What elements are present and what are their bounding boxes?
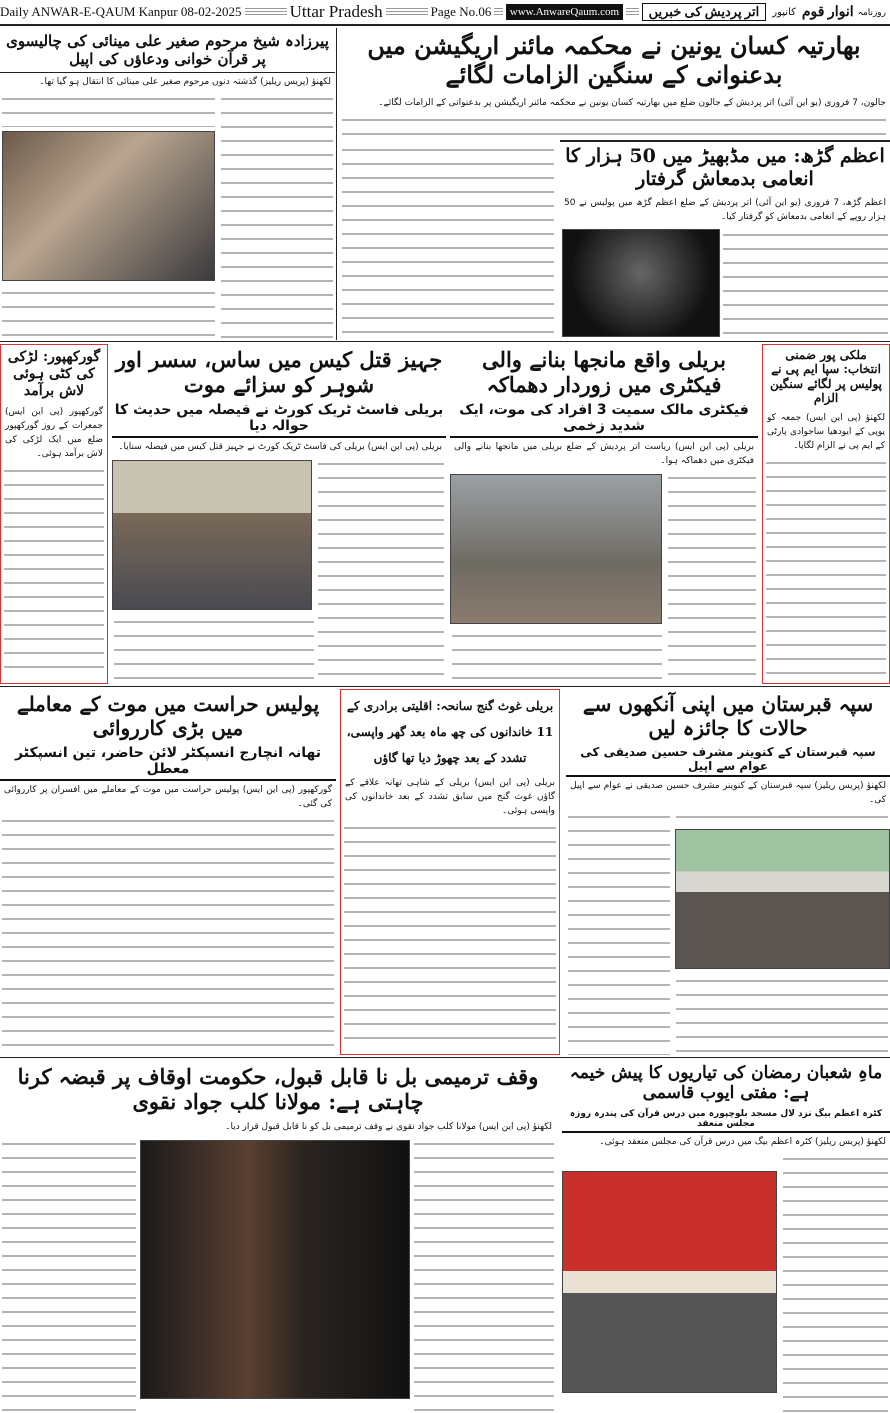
headline: ماہِ شعبان رمضان کی تیاریوں کا پیش خیمہ ہے: مفتی ایوب قاسمی xyxy=(569,1063,883,1104)
lead-text: لکھنؤ (پریس ریلیز) سپہ قبرستان کے کنوینر مشرف حسین صدیقی نے عوام سے اپیل کی۔ xyxy=(566,777,890,809)
article-kisan xyxy=(338,28,890,140)
headline: وقف ترمیمی بل نا قابل قبول، حکومت اوقاف پر قبضہ کرنا چاہتی ہے: مولانا کلب جواد نقوی xyxy=(17,1064,539,1115)
place: کانپور xyxy=(772,6,796,18)
headline: گورکھپور: لڑکی کی کٹی ہوئی لاش برآمد xyxy=(7,349,101,399)
masthead-logo: انوار قوم xyxy=(801,4,854,20)
headline: بریلی غوث گنج سانحہ: اقلیتی برادری کے 11 خاندانوں کی چھ ماہ بعد گھر واپسی، تشدد کے بعد چھوڑ دیا تھا گاؤں xyxy=(346,699,554,765)
lead-text: بریلی (پی این ایس) بریلی کی فاسٹ ٹریک کورٹ نے جہیز قتل کیس میں فیصلہ سنایا۔ xyxy=(112,438,446,456)
lead-text: بریلی (پی این ایس) ریاست اتر پردیش کے ضلع بریلی میں مانجھا بنانے والی فیکٹری میں دھماکہ ہوا۔ xyxy=(450,438,758,470)
headline: بھارتیہ کسان یونین نے محکمہ مائنر اریگیشن میں بدعنوانی کے سنگین الزامات لگائے xyxy=(367,31,861,89)
article-azamgarh xyxy=(560,140,890,340)
article-body xyxy=(338,112,890,140)
article-pirzada xyxy=(0,28,335,340)
masthead-bar xyxy=(0,0,890,26)
subheadline: سپہ قبرستان کے کنوینر مشرف حسین صدیقی کی عوام سے اپیل xyxy=(566,743,890,777)
photo-crowd xyxy=(675,829,890,969)
headline: پیرزادہ شیخ مرحوم صغیر علی مینائی کی چالیسوی پر قرآن خوانی ودعاؤں کی اپیل xyxy=(0,28,335,73)
article-factory xyxy=(450,344,758,684)
article-ghausganj xyxy=(340,689,560,1055)
paper-date: Daily ANWAR-E-QAUM Kanpur 08-02-2025 xyxy=(0,4,242,19)
article-police xyxy=(0,689,336,1055)
article-body xyxy=(1,463,107,683)
headline: پولیس حراست میں موت کے معاملے میں بڑی کارروائی xyxy=(16,692,320,740)
article-shaban xyxy=(562,1060,890,1413)
lead-text: بریلی (پی این ایس) بریلی کے شاہی تھانہ علاقے کے گاؤں غوث گنج میں سابق تشدد کے بعد خاندانوں کی واپسی ہوئی۔ xyxy=(341,774,559,820)
photo-group xyxy=(2,131,215,281)
lead-text: لکھنؤ (پریس ریلیز) گذشتہ دنوں مرحوم صغیر علی مینائی کا انتقال ہو گیا تھا۔ xyxy=(0,73,335,91)
article-body xyxy=(560,226,890,340)
article-body xyxy=(0,1136,556,1413)
photo-majlis xyxy=(562,1171,777,1393)
subheadline: کٹرہ اعظم بیگ نزد لال مسجد بلوچپورہ میں درس قرآن کی پندرہ روزہ مجلس منعقد xyxy=(562,1107,890,1133)
headline: بریلی واقع مانجھا بنانے والی فیکٹری میں زوردار دھماکہ xyxy=(482,347,726,398)
subheadline: فیکٹری مالک سمیت 3 افراد کی موت، ایک شدید زخمی xyxy=(450,400,758,438)
article-qabristan xyxy=(566,689,890,1055)
article-body xyxy=(763,455,889,683)
article-body xyxy=(562,1151,890,1413)
article-body xyxy=(341,820,559,1054)
website-link[interactable]: www.AnwareQaum.com xyxy=(506,4,623,20)
article-malki xyxy=(762,344,890,684)
page-number: Page No.06 xyxy=(430,4,492,19)
headline: جہیز قتل کیس میں ساس، سسر اور شوہر کو سزائے موت xyxy=(115,347,443,398)
lead-text: گورکھپور (پی این ایس) پولیس حراست میں موت کے معاملے میں افسران پر کارروائی کی گئی۔ xyxy=(0,781,336,813)
subheadline: تھانہ انچارج انسپکٹر لائن حاضر، تین انسپکٹر معطل xyxy=(0,743,336,781)
subheadline: بریلی فاسٹ ٹریک کورٹ نے فیصلہ میں حدیث کا حوالہ دیا xyxy=(112,400,446,438)
article-body xyxy=(0,813,336,1055)
photo-factory-blast xyxy=(450,474,662,624)
headline: ملکی پور ضمنی انتخاب: سپا ایم پی نے پولیس پر لگائے سنگین الزام xyxy=(770,348,882,406)
article-kisan-continued xyxy=(338,140,558,340)
article-jahez xyxy=(112,344,446,684)
photo-court xyxy=(112,460,312,610)
lead-text: لکھنؤ (پی این ایس) مولانا کلب جواد نقوی نے وقف ترمیمی بل کو نا قابل قبول قرار دیا۔ xyxy=(0,1118,556,1136)
lead-text: گورکھپور (پی این ایس) جمعرات کے روز گورکھپور ضلع میں ایک لڑکی کی لاش برآمد ہوئی۔ xyxy=(1,403,107,463)
article-body xyxy=(0,91,335,340)
article-body xyxy=(338,140,558,340)
section-urdu: اتر پردیش کی خبریں xyxy=(642,3,767,21)
article-waqf xyxy=(0,1060,556,1413)
article-body xyxy=(566,809,890,1055)
article-body xyxy=(112,456,446,684)
article-body xyxy=(450,470,758,684)
headline: سپہ قبرستان میں اپنی آنکھوں سے حالات کا جائزہ لیں xyxy=(582,692,874,740)
headline: اعظم گڑھ: میں مڈبھیڑ میں 50 ہزار کا انعامی بدمعاش گرفتار xyxy=(565,145,885,190)
lead-text: لکھنؤ (پی این ایس) جمعہ کو یوپی کے ایودھیا ساجوادی پارٹی کے ایم پی نے الزام لگایا۔ xyxy=(763,409,889,455)
lead-text: جالون، 7 فروری (یو این آئی) اتر پردیش کے جالون ضلع میں بھارتیہ کسان یونین نے محکمہ مائنر اریگیشن پر بدعنوانی کے الزامات لگائے۔ xyxy=(338,94,890,112)
daily-label: روزنامہ xyxy=(857,6,886,17)
lead-text: اعظم گڑھ، 7 فروری (یو این آئی) اتر پردیش کے ضلع اعظم گڑھ میں پولیس نے 50 ہزار روپے کے انعامی بدمعاش کو گرفتار کیا۔ xyxy=(560,194,890,226)
photo-arrest xyxy=(562,229,720,337)
article-gorakhpur xyxy=(0,344,108,684)
photo-maulana xyxy=(140,1140,410,1399)
section-city: Uttar Pradesh xyxy=(289,2,383,21)
lead-text: لکھنؤ (پریس ریلیز) کٹرہ اعظم بیگ میں درس قرآن کی مجلس منعقد ہوئی۔ xyxy=(562,1133,890,1151)
